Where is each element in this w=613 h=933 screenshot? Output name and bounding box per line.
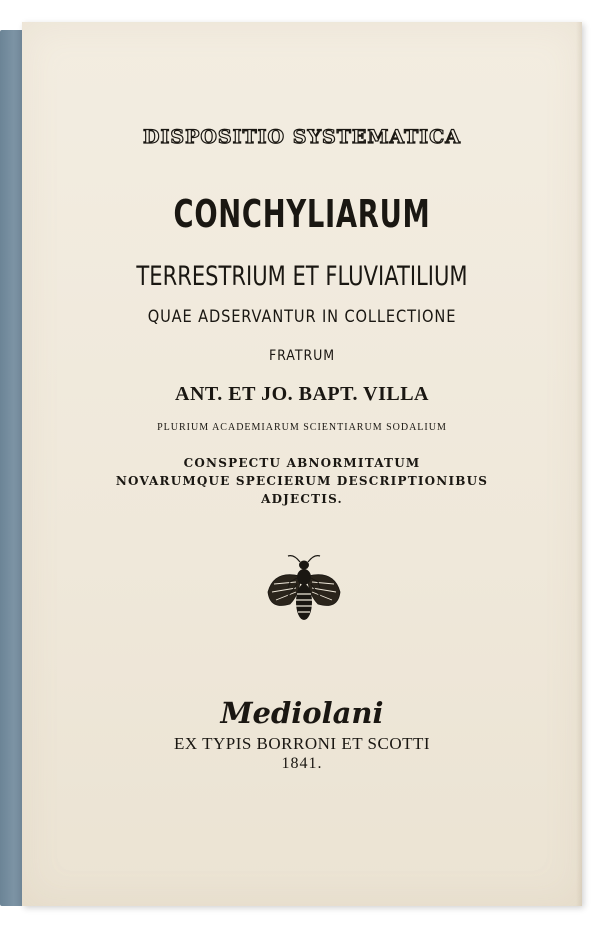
subtitle-collectione: QUAE ADSERVANTUR IN COLLECTIONE [147,307,457,327]
heading-dispositio: DISPOSITIO SYSTEMATICA [143,126,461,148]
heading-terrestrium: TERRESTRIUM ET FLUVIATILIUM [136,261,468,292]
title-page [22,22,582,906]
text-fratrum: FRATRUM [269,348,335,364]
bee-icon [266,552,342,626]
imprint-printer: EX TYPIS BORRONI ET SCOTTI [173,734,431,753]
imprint-place: Mediolani [220,696,384,730]
note-line-2: NOVARUMQUE SPECIERUM DESCRIPTIONIBUS [115,474,489,488]
imprint-year: 1841. [281,755,323,772]
heading-conchyliarum: CONCHYLIARUM [173,192,431,236]
author-names: ANT. ET JO. BAPT. VILLA [175,383,429,405]
note-line-1: CONSPECTU ABNORMITATUM [183,456,421,470]
author-affiliation: PLURIUM ACADEMIARUM SCIENTIARUM SODALIUM [157,422,447,433]
note-line-3: ADJECTIS. [261,492,343,506]
